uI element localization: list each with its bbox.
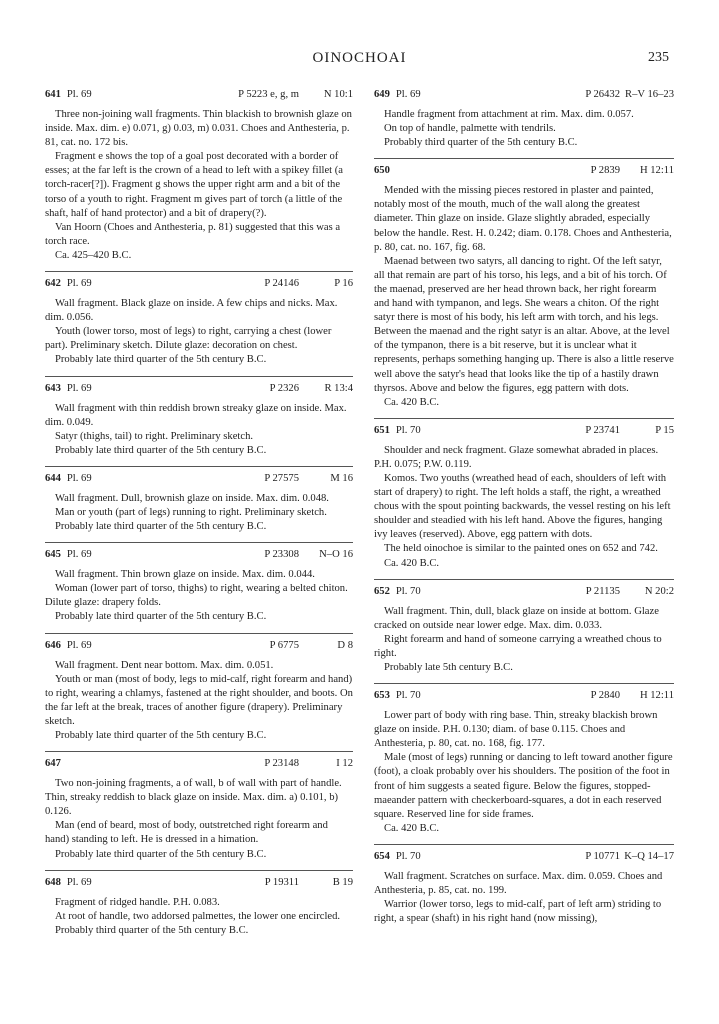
plate-reference: Pl. 69: [66, 89, 92, 100]
grid-reference: H 12:11: [639, 165, 674, 177]
entry-number: 652: [374, 585, 390, 597]
entry-paragraph: Shoulder and neck fragment. Glaze somewhat abraded in places. P.H. 0.075; P.W. 0.119.: [374, 444, 659, 470]
entry-heading: [45, 277, 353, 293]
inventory-number: P 24146: [264, 278, 299, 290]
grid-reference: N 20:2: [644, 585, 674, 597]
entry-number: 649: [374, 89, 390, 100]
inventory-number: P 6775: [269, 639, 299, 651]
entry-divider: [374, 158, 674, 159]
entry-divider: [45, 542, 353, 543]
entry-divider: [374, 844, 674, 845]
plate-reference: Pl. 70: [395, 850, 421, 862]
plate-reference: Pl. 70: [395, 585, 421, 597]
entry-number: 641: [45, 89, 61, 100]
catalog-entry: [45, 870, 353, 938]
entry-number: 646: [45, 639, 61, 651]
entry-paragraph: Wall fragment. Black glaze on inside. A few chips and nicks. Max. dim. 0.056.: [45, 298, 338, 324]
grid-reference: R 13:4: [324, 382, 353, 394]
grid-reference: D 8: [337, 639, 353, 651]
catalog-entry: [45, 376, 353, 458]
entry-divider: [374, 683, 674, 684]
entry-paragraph: Youth or man (most of body, legs to mid-calf, right forearm and hand) to right, wearing a chlamys, fastened at the right shoulder, and boots. On the far left at the break, traces of another figure (drapery). Preliminary sketch.: [45, 673, 353, 727]
entry-paragraph: Probably third quarter of the 5th century B.C.: [55, 924, 249, 936]
entry-paragraph: Maenad between two satyrs, all dancing to right. Of the left satyr, all that remain are part of his torso, his legs, and a bit of his torch. Of the maenad, preserved are her head thrown back, her right forearm and hand with tympanon, and legs. She wears a chiton. Of the right satyr there is most of his body, his left arm with torch, and his legs. Between the maenad and the right satyr is an altar. Above, at the level of the tympanon, there is a bit reserve, but it is unclear what it represents, perhaps something hanging up. There is also a little reserve well above the satyr's head that looks like the tip of a hastily drawn thyrsos. Above and below the figures, egg pattern with dots.: [374, 255, 674, 394]
entry-divider: [45, 751, 353, 752]
entry-paragraph: Man (end of beard, most of body, outstretched right forearm and hand) standing to left. He is dressed in a himation.: [45, 820, 328, 846]
entry-heading: [374, 424, 674, 440]
inventory-number: P 23741: [585, 424, 620, 436]
entry-paragraph: Probably late third quarter of the 5th century B.C.: [55, 611, 267, 623]
plate-reference: Pl. 70: [395, 424, 421, 436]
entry-paragraph: Satyr (thighs, tail) to right. Preliminary sketch.: [55, 430, 254, 442]
plate-reference: Pl. 69: [66, 472, 92, 484]
page-number: 235: [648, 50, 669, 65]
entry-paragraph: Wall fragment with thin reddish brown streaky glaze on inside. Max. dim. 0.049.: [45, 402, 347, 428]
entry-number: 654: [374, 850, 390, 862]
entry-divider: [45, 633, 353, 634]
right-column: [374, 88, 674, 934]
entry-divider: [374, 579, 674, 580]
grid-reference: M 16: [330, 472, 353, 484]
entry-paragraph: Male (most of legs) running or dancing to left toward another figure (foot), a cloak probably over his shoulders. The position of the foot in front of him suggests a seated figure. Below the figures, stopped-maeander pattern with checkerboard-squares, a dot in each reserved square. Reserved line for side frames.: [374, 752, 673, 820]
entry-paragraph: Right forearm and hand of someone carrying a wreathed chous to right.: [374, 633, 662, 659]
catalog-entry: [45, 542, 353, 624]
entry-paragraph: Ca. 420 B.C.: [384, 822, 440, 834]
catalog-entry: [374, 579, 674, 675]
entry-paragraph: Probably late 5th century B.C.: [384, 662, 513, 673]
entry-paragraph: Youth (lower torso, most of legs) to right, carrying a chest (lower part). Preliminary sketch. Dilute glaze: decoration on chest.: [45, 326, 332, 352]
entry-divider: [45, 466, 353, 467]
entry-paragraph: Mended with the missing pieces restored in plaster and painted, notably most of the mouth, much of the wall along the greatest diameter. Thin glaze on inside. Glaze slightly abraded, especially below the handle. Rest. H. 0.242; diam. 0.178. Choes and Anthesteria, p. 80, cat. no. 167, fig. 68.: [374, 185, 672, 253]
catalog-entry: [45, 466, 353, 534]
entry-paragraph: Handle fragment from attachment at rim. Max. dim. 0.057.: [384, 109, 634, 120]
entry-heading: [45, 382, 353, 398]
entry-paragraph: Ca. 425–420 B.C.: [55, 249, 132, 261]
entry-paragraph: Probably late third quarter of the 5th century B.C.: [55, 848, 267, 860]
plate-reference: Pl. 69: [66, 549, 92, 561]
entry-number: 645: [45, 549, 61, 561]
catalog-entry: [374, 418, 674, 571]
entry-paragraph: At root of handle, two addorsed palmettes, the lower one encircled.: [55, 910, 341, 922]
entry-divider: [45, 870, 353, 871]
plate-reference: Pl. 70: [395, 690, 421, 702]
inventory-number: P 26432: [585, 89, 620, 100]
inventory-number: P 2326: [269, 382, 299, 394]
inventory-number: P 23148: [264, 758, 299, 770]
entry-paragraph: The held oinochoe is similar to the painted ones on 652 and 742.: [384, 543, 658, 555]
plate-reference: Pl. 69: [66, 278, 92, 290]
grid-reference: B 19: [332, 876, 353, 888]
page-header: [0, 50, 719, 72]
entry-divider: [45, 376, 353, 377]
grid-reference: N–O 16: [319, 549, 353, 561]
entry-paragraph: Man or youth (part of legs) running to right. Preliminary sketch.: [55, 506, 327, 518]
entry-paragraph: Probably late third quarter of the 5th century B.C.: [55, 521, 267, 533]
grid-reference: I 12: [336, 758, 353, 770]
entry-paragraph: Probably late third quarter of the 5th century B.C.: [55, 354, 267, 366]
entry-heading: [45, 88, 353, 104]
entry-heading: [374, 850, 674, 866]
entry-heading: [45, 876, 353, 892]
catalog-entry: [374, 844, 674, 926]
entry-heading: [45, 472, 353, 488]
entry-number: 651: [374, 424, 390, 436]
grid-reference: K–Q 14–17: [624, 850, 674, 862]
entry-paragraph: Probably late third quarter of the 5th century B.C.: [55, 730, 267, 741]
catalog-entry: [45, 88, 353, 263]
entry-heading: [374, 689, 674, 705]
entry-paragraph: Van Hoorn (Choes and Anthesteria, p. 81) suggested that this was a torch race.: [45, 221, 341, 247]
catalog-entry: [374, 683, 674, 836]
entry-heading: [45, 548, 353, 564]
grid-reference: N 10:1: [323, 89, 353, 100]
inventory-number: P 2839: [590, 165, 620, 177]
entry-paragraph: Woman (lower part of torso, thighs) to right, wearing a belted chiton. Dilute glaze: drapery folds.: [45, 583, 348, 609]
entry-paragraph: Wall fragment. Dent near bottom. Max. dim. 0.051.: [55, 659, 274, 671]
entry-number: 648: [45, 876, 61, 888]
entry-paragraph: Two non-joining fragments, a of wall, b of wall with part of handle. Thin, streaky reddish to black glaze on inside. Max. dim. a) 0.101, b) 0.126.: [45, 778, 342, 818]
entry-paragraph: Warrior (lower torso, legs to mid-calf, part of left arm) striding to right, a spear (shaft) in his right hand (now missing),: [374, 899, 662, 925]
grid-reference: P 15: [655, 424, 674, 436]
left-column: [45, 88, 353, 946]
inventory-number: P 10771: [585, 850, 620, 862]
catalog-entry: [45, 751, 353, 862]
inventory-number: P 19311: [264, 876, 299, 888]
entry-paragraph: Probably late third quarter of the 5th century B.C.: [55, 444, 267, 456]
entry-paragraph: Wall fragment. Scratches on surface. Max. dim. 0.059. Choes and Anthesteria, p. 85, cat. no. 199.: [374, 870, 663, 897]
entry-paragraph: Wall fragment. Dull, brownish glaze on inside. Max. dim. 0.048.: [55, 492, 329, 504]
entry-paragraph: Wall fragment. Thin brown glaze on inside. Max. dim. 0.044.: [55, 569, 315, 581]
entry-paragraph: Ca. 420 B.C.: [384, 557, 440, 569]
entry-number: 650: [374, 165, 390, 177]
entry-heading: [45, 757, 353, 773]
entry-heading: [374, 585, 674, 601]
entry-heading: [45, 639, 353, 655]
running-title: OINOCHOAI: [312, 50, 407, 66]
inventory-number: P 21135: [585, 585, 620, 597]
entry-number: 642: [45, 278, 61, 290]
plate-reference: Pl. 69: [395, 89, 421, 100]
entry-paragraph: Probably third quarter of the 5th century B.C.: [384, 137, 578, 149]
inventory-number: P 27575: [264, 472, 299, 484]
entry-heading: [374, 164, 674, 180]
entry-number: 647: [45, 758, 61, 770]
catalog-entry: [45, 633, 353, 744]
entry-number: 643: [45, 382, 61, 394]
catalog-entry: [374, 88, 674, 150]
grid-reference: R–V 16–23: [625, 89, 674, 100]
entry-heading: [374, 88, 674, 104]
catalog-entry: [374, 158, 674, 410]
entry-paragraph: Ca. 420 B.C.: [384, 396, 440, 408]
inventory-number: P 2840: [590, 690, 620, 702]
grid-reference: P 16: [334, 278, 353, 290]
inventory-number: P 23308: [264, 549, 299, 561]
catalog-entry: [45, 271, 353, 367]
entry-divider: [45, 271, 353, 272]
inventory-number: P 5223 e, g, m: [238, 89, 299, 100]
entry-number: 653: [374, 690, 390, 702]
plate-reference: Pl. 69: [66, 639, 92, 651]
entry-paragraph: Komos. Two youths (wreathed head of each, shoulders of left with start of drapery) to right. The left holds a staff, the right, a wreathed chous with the spout pointing backwards, the vessel resting on his left shoulder and steadied with his left hand. Above the figures, hanging ivy leaves (reserved). Above, egg pattern with dots.: [374, 472, 671, 541]
grid-reference: H 12:11: [639, 690, 674, 702]
entry-paragraph: Lower part of body with ring base. Thin, streaky blackish brown glaze on inside. P.H. 0.130; diam. of base 0.115. Choes and Anthesteria, p. 80, cat. no. 168, fig. 177.: [374, 710, 658, 750]
plate-reference: Pl. 69: [66, 382, 92, 394]
entry-paragraph: On top of handle, palmette with tendrils.: [384, 123, 556, 135]
entry-number: 644: [45, 472, 61, 484]
entry-paragraph: Wall fragment. Thin, dull, black glaze on inside at bottom. Glaze cracked on outside near lower edge. Max. dim. 0.033.: [374, 605, 659, 631]
entry-paragraph: Fragment e shows the top of a goal post decorated with a border of esses; at the far left is the crown of a head to left with a spikey fillet (a torch-racer[?]). Fragment g shows the upper right arm and a bit of the torso of a youth to right. Fragment m gives part of torch (a little of the shaft, half of hand protector) and a bit of drapery(?).: [45, 151, 343, 219]
entry-paragraph: Three non-joining wall fragments. Thin blackish to brownish glaze on inside. Max. dim. e) 0.071, g) 0.03, m) 0.031. Choes and Anthesteria, p. 81, cat. no. 172 bis.: [45, 109, 352, 149]
entry-divider: [374, 418, 674, 419]
entry-paragraph: Fragment of ridged handle. P.H. 0.083.: [55, 896, 220, 908]
plate-reference: Pl. 69: [66, 876, 92, 888]
